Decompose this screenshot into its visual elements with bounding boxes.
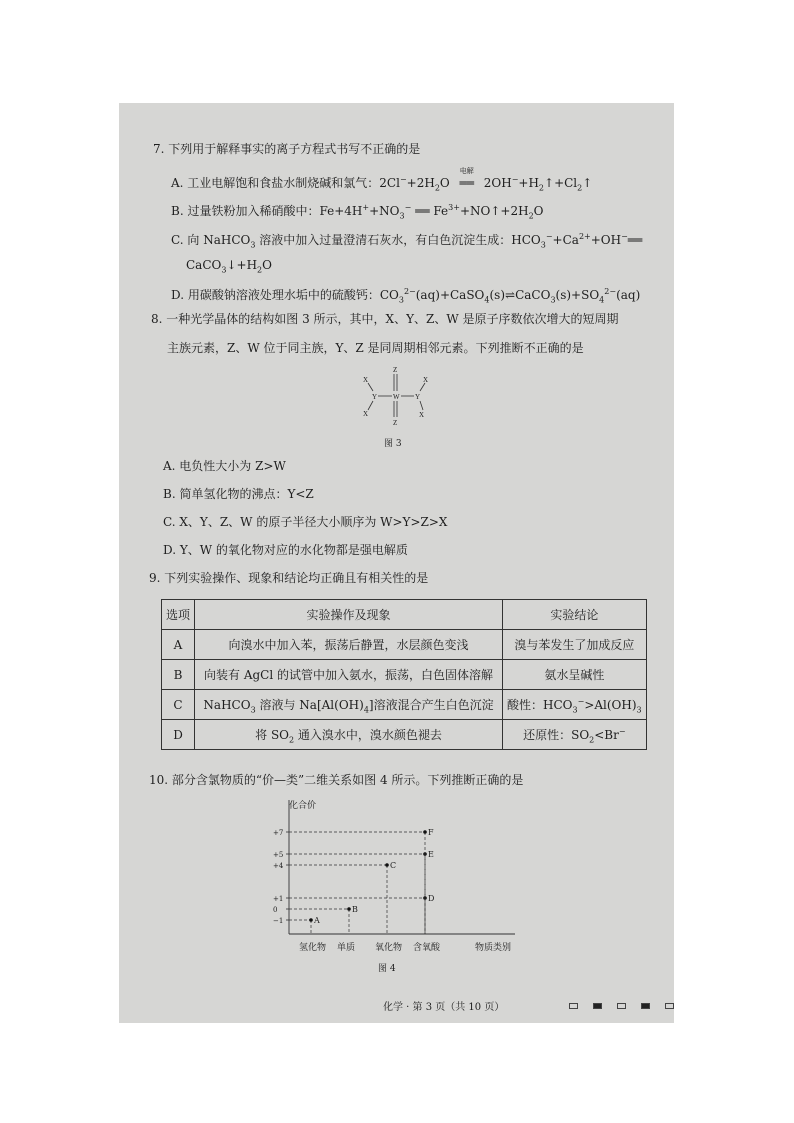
- svg-text:Z: Z: [393, 419, 398, 427]
- table-cell: 酸性：$HCO_3^->Al(OH)_3$: [503, 690, 647, 720]
- table-cell: 将 $SO_2$ 通入溴水中，溴水颜色褪去: [195, 720, 503, 750]
- q8-option-b: B. 简单氢化物的沸点：Y<Z: [163, 487, 314, 501]
- y-tick-label: +4: [273, 862, 284, 870]
- q7-option-b: B. 过量铁粉加入稀硝酸中：$Fe+4H^++NO_3^-$ ══ $Fe^{3+}+NO↑+2H_2O$: [171, 203, 544, 221]
- data-point-label: C: [390, 861, 397, 870]
- y-tick-label: +7: [273, 829, 284, 837]
- x-category-label: 单质: [337, 943, 356, 953]
- table-cell: 向溴水中加入苯，振荡后静置，水层颜色变浅: [195, 630, 503, 660]
- data-point: [385, 863, 389, 867]
- table-cell: B: [162, 660, 195, 690]
- figure-4-chart: [271, 796, 525, 956]
- y-tick-label: +1: [273, 895, 284, 903]
- x-category-label: 氢化物: [299, 943, 327, 953]
- y-tick-label: +5: [273, 851, 284, 859]
- y-tick-group: [273, 829, 289, 925]
- q9-stem: 9. 下列实验操作、现象和结论均正确且有相关性的是: [149, 571, 429, 585]
- mark-square: [593, 1003, 602, 1009]
- y-axis-label: 化合价: [289, 801, 317, 811]
- data-point-group: [289, 828, 434, 934]
- table-row: [162, 630, 647, 660]
- svg-text:X: X: [363, 410, 369, 418]
- table-cell: 氨水呈碱性: [503, 660, 647, 690]
- data-point-label: B: [352, 905, 358, 914]
- table-cell: D: [162, 720, 195, 750]
- x-axis-label: 物质类别: [475, 943, 512, 953]
- q8-option-d: D. Y、W 的氧化物对应的水化物都是强电解质: [163, 543, 408, 557]
- svg-text:X: X: [423, 376, 429, 384]
- q8-stem-cont: 主族元素，Z、W 位于同主族，Y、Z 是同周期相邻元素。下列推断不正确的是: [167, 341, 584, 355]
- table-header-row: [162, 600, 647, 630]
- x-category-label: 氧化物: [375, 943, 403, 953]
- data-point-label: E: [428, 850, 434, 859]
- q9-table: [161, 599, 647, 750]
- table-header-cell: 实验操作及现象: [195, 600, 503, 630]
- q8-option-a: A. 电负性大小为 Z>W: [163, 459, 286, 473]
- table-cell: 溴与苯发生了加成反应: [503, 630, 647, 660]
- q7-option-d: D. 用碳酸钠溶液处理水垢中的硫酸钙：$CO_3^{2-}(aq)+CaSO_4(s)\rightleftharpoons CaCO_3(s)+SO_4^{2-}(aq)$: [171, 287, 641, 305]
- data-point: [423, 830, 427, 834]
- y-tick-label: −1: [273, 917, 284, 925]
- svg-text:X: X: [363, 376, 369, 384]
- mark-square: [665, 1003, 674, 1009]
- table-row: [162, 720, 647, 750]
- table-header-cell: 实验结论: [503, 600, 647, 630]
- figure-3-structure: [357, 365, 437, 427]
- exam-page: [119, 103, 674, 1023]
- page-footer: 化学 · 第 3 页（共 10 页）: [383, 1002, 505, 1013]
- mark-square: [641, 1003, 650, 1009]
- svg-text:Y: Y: [415, 393, 421, 401]
- table-row: [162, 690, 647, 720]
- data-point-label: D: [428, 894, 435, 903]
- table-cell: NaHCO$_3$ 溶液与 $Na[Al(OH)_4]$溶液混合产生白色沉淀: [195, 690, 503, 720]
- data-point: [347, 907, 351, 911]
- table-cell: 向装有 AgCl 的试管中加入氨水，振荡，白色固体溶解: [195, 660, 503, 690]
- svg-text:X: X: [419, 411, 425, 419]
- figure-3-caption: 图 3: [384, 439, 402, 449]
- q7-stem: 7. 下列用于解释事实的离子方程式书写不正确的是: [153, 142, 421, 156]
- table-header-cell: 选项: [162, 600, 195, 630]
- table-cell: 还原性：$SO_2<Br^-$: [503, 720, 647, 750]
- svg-text:Z: Z: [393, 366, 398, 374]
- y-tick-label: 0: [273, 906, 278, 914]
- mark-square: [569, 1003, 578, 1009]
- x-category-label: 含氧酸: [413, 943, 441, 953]
- data-point-label: A: [314, 916, 320, 925]
- data-point-label: F: [428, 828, 434, 837]
- table-cell: C: [162, 690, 195, 720]
- table-cell: A: [162, 630, 195, 660]
- q8-option-c: C. X、Y、Z、W 的原子半径大小顺序为 W>Y>Z>X: [163, 515, 448, 529]
- svg-text:W: W: [393, 393, 400, 401]
- x-category-group: [299, 941, 441, 953]
- q7-option-c: C. 向 NaHCO$_3$ 溶液中加入过量澄清石灰水，有白色沉淀生成：$HCO_3^-+Ca^{2+}+OH^-══$: [171, 232, 643, 250]
- data-point: [309, 918, 313, 922]
- q7-option-c-cont: $CaCO_3↓+H_2O$: [186, 258, 272, 275]
- table-row: [162, 660, 647, 690]
- q8-stem: 8. 一种光学晶体的结构如图 3 所示，其中，X、Y、Z、W 是原子序数依次增大的短周期: [151, 312, 619, 326]
- figure-4-caption: 图 4: [378, 964, 396, 974]
- svg-text:Y: Y: [372, 393, 378, 401]
- q10-stem: 10. 部分含氯物质的“价—类”二维关系如图 4 所示。下列推断正确的是: [149, 773, 524, 787]
- q7-option-a: A. 工业电解饱和食盐水制烧碱和氯气：$2Cl^-+2H_2O$ 电解 ══ $2OH^-+H_2↑+Cl_2↑$: [171, 167, 593, 193]
- mark-square: [617, 1003, 626, 1009]
